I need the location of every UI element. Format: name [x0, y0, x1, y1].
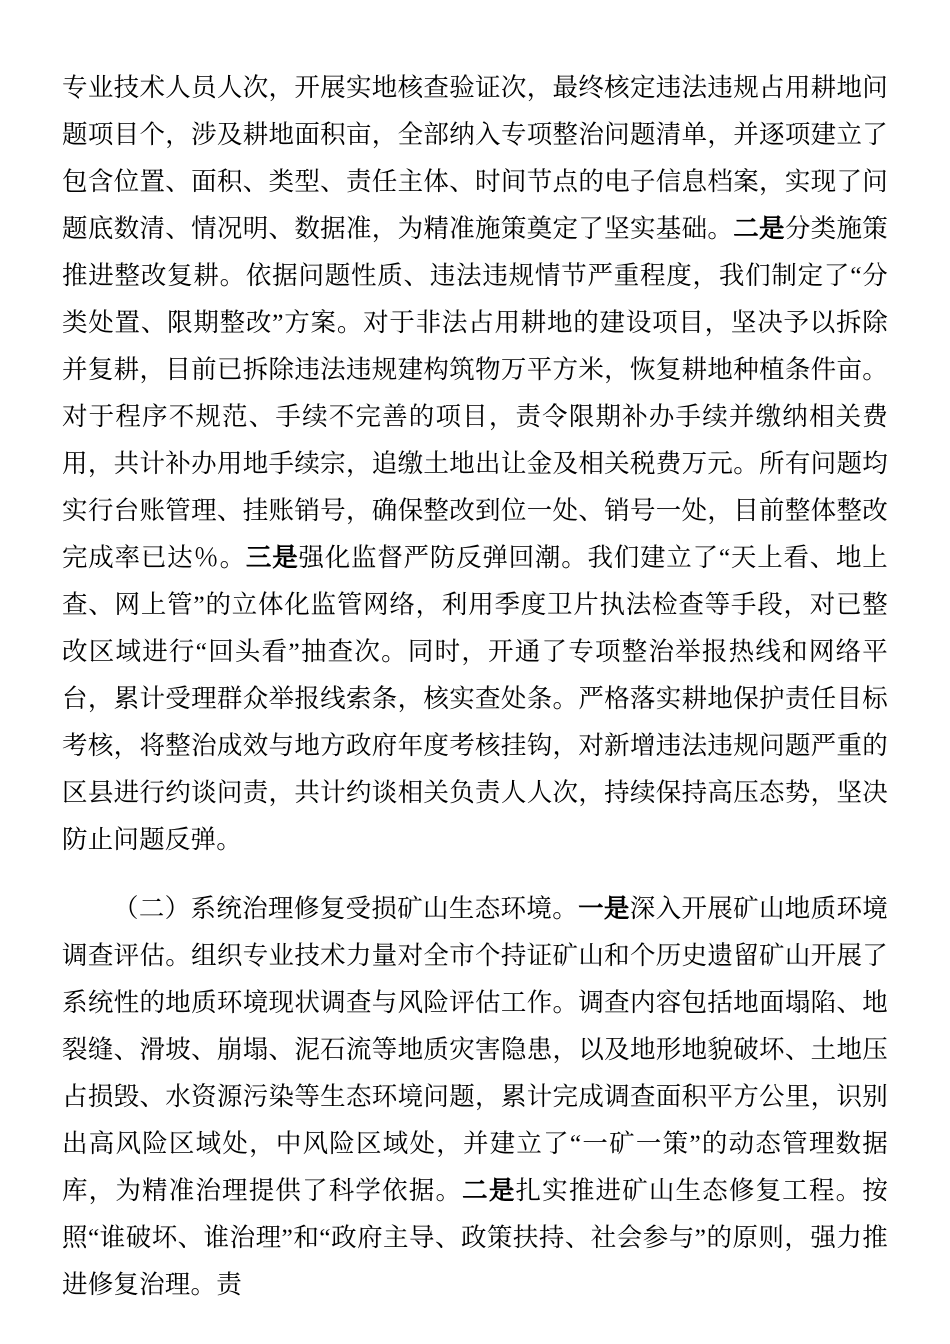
- emphasis-run: 三是: [245, 543, 299, 572]
- emphasis-run: 二是: [462, 1176, 516, 1205]
- text-run: 扎实推进矿山生态修复工程。按照“谁破坏、谁治理”和“政府主导、政策扶持、社会参与”的原则，强力推进修复治理。责: [62, 1176, 888, 1299]
- paragraph-spacer: [62, 863, 888, 885]
- text-run: 专业技术人员人次，开展实地核查验证次，最终核定违法违规占用耕地问题项目个，涉及耕地面积亩，全部纳入专项整治问题清单，并逐项建立了包含位置、面积、类型、责任主体、时间节点的电子信息档案，实现了问题底数清、情况明、数据准，为精准施策奠定了坚实基础。: [62, 73, 888, 243]
- text-run: （二）系统治理修复受损矿山生态环境。: [113, 894, 579, 923]
- document-body: [62, 64, 888, 1308]
- text-run: 分类施策推进整改复耕。依据问题性质、违法违规情节严重程度，我们制定了“分类处置、限期整改”方案。对于非法占用耕地的建设项目，坚决予以拆除并复耕，目前已拆除违法违规建构筑物万平方米，恢复耕地种植条件亩。对于程序不规范、手续不完善的项目，责令限期补办手续并缴纳相关费用，共计补办用地手续宗，追缴土地出让金及相关税费万元。所有问题均实行台账管理、挂账销号，确保整改到位一处、销号一处，目前整体整改完成率已达％。: [62, 214, 888, 572]
- text-run: 深入开展矿山地质环境调查评估。组织专业技术力量对全市个持证矿山和个历史遗留矿山开展了系统性的地质环境现状调查与风险评估工作。调查内容包括地面塌陷、地裂缝、滑坡、崩塌、泥石流等地质灾害隐患，以及地形地貌破坏、土地压占损毁、水资源污染等生态环境问题，累计完成调查面积平方公里，识别出高风险区域处，中风险区域处，并建立了“一矿一策”的动态管理数据库，为精准治理提供了科学依据。: [62, 894, 888, 1205]
- emphasis-run: 二是: [733, 214, 785, 243]
- emphasis-run: 一是: [578, 894, 630, 923]
- text-run: 强化监督严防反弹回潮。我们建立了“天上看、地上查、网上管”的立体化监管网络，利用季度卫片执法检查等手段，对已整改区域进行“回头看”抽查次。同时，开通了专项整治举报热线和网络平台，累计受理群众举报线索条，核实查处条。严格落实耕地保护责任目标考核，将整治成效与地方政府年度考核挂钩，对新增违法违规问题严重的区县进行约谈问责，共计约谈相关负责人人次，持续保持高压态势，坚决防止问题反弹。: [62, 543, 888, 854]
- paragraph-farmland-rectification: [62, 64, 888, 863]
- paragraph-mine-ecology: [62, 885, 888, 1308]
